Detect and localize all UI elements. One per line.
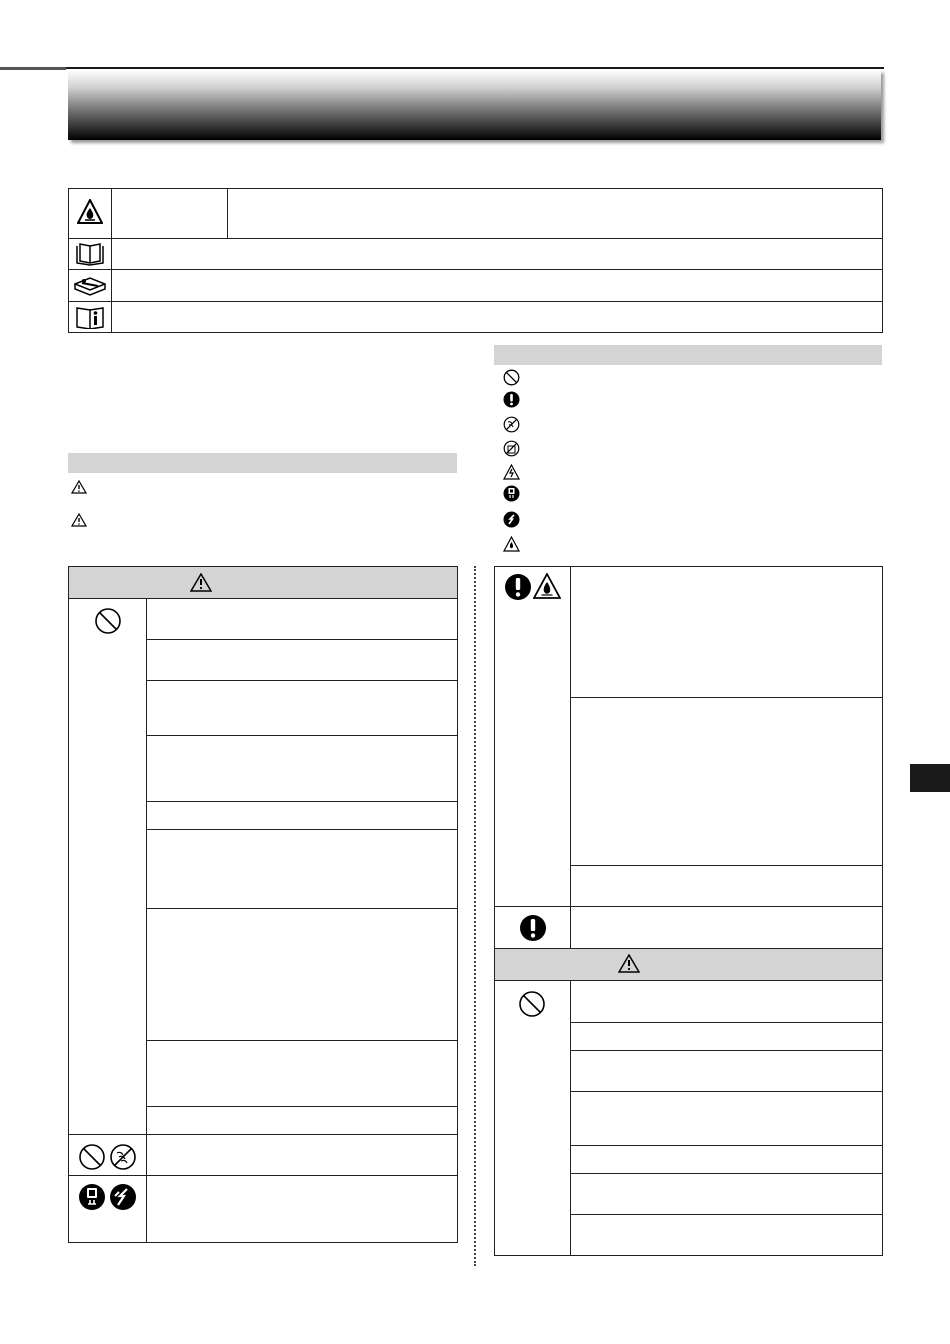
unplug-icon: [78, 1183, 106, 1211]
warning-table-header: [69, 567, 457, 598]
ground-icon: [109, 1183, 137, 1211]
caution-header-icon: [618, 954, 640, 973]
mandatory-icon: [519, 914, 547, 942]
flammable-icon: [533, 573, 561, 599]
caution-table: [494, 948, 883, 1256]
no-water-spray-icon: [109, 1143, 137, 1171]
right-section-bar: [494, 345, 882, 365]
mandatory-icon: [504, 573, 532, 601]
legend-prohibited-icon: [503, 369, 520, 386]
read-manual-icon: [75, 242, 105, 266]
legend-mandatory-icon: [503, 391, 520, 408]
top-rule-left: [0, 67, 66, 70]
legend-no-water-icon: [503, 440, 520, 457]
caution-note-icon: [71, 513, 87, 527]
warning-header-icon: [190, 573, 212, 592]
legend-ground-icon: [503, 511, 520, 528]
prohibited-icon: [94, 607, 122, 635]
prohibited-icon: [518, 990, 546, 1018]
top-rule: [0, 67, 884, 69]
left-section-title: [68, 455, 74, 469]
warning-table: [68, 566, 458, 1243]
symbol-table: [68, 188, 883, 333]
side-tab: [910, 764, 950, 792]
warning-note-icon: [71, 480, 87, 494]
legend-unplug-icon: [503, 485, 520, 502]
prohibited-icon: [78, 1143, 106, 1171]
legend-flammable-icon: [503, 536, 520, 552]
flammable-warning-icon: [77, 199, 103, 225]
legend-no-wet-hands-icon: [503, 416, 520, 433]
right-warning-table: [494, 566, 883, 949]
caution-table-header: [495, 949, 882, 980]
page-header-banner: [68, 70, 881, 140]
service-manual-icon: [74, 274, 106, 296]
instruction-info-icon: [75, 305, 105, 329]
legend-electric-shock-icon: [503, 464, 520, 480]
column-divider: [474, 566, 476, 1266]
right-section-title: [494, 347, 500, 361]
left-section-bar: [68, 453, 457, 473]
